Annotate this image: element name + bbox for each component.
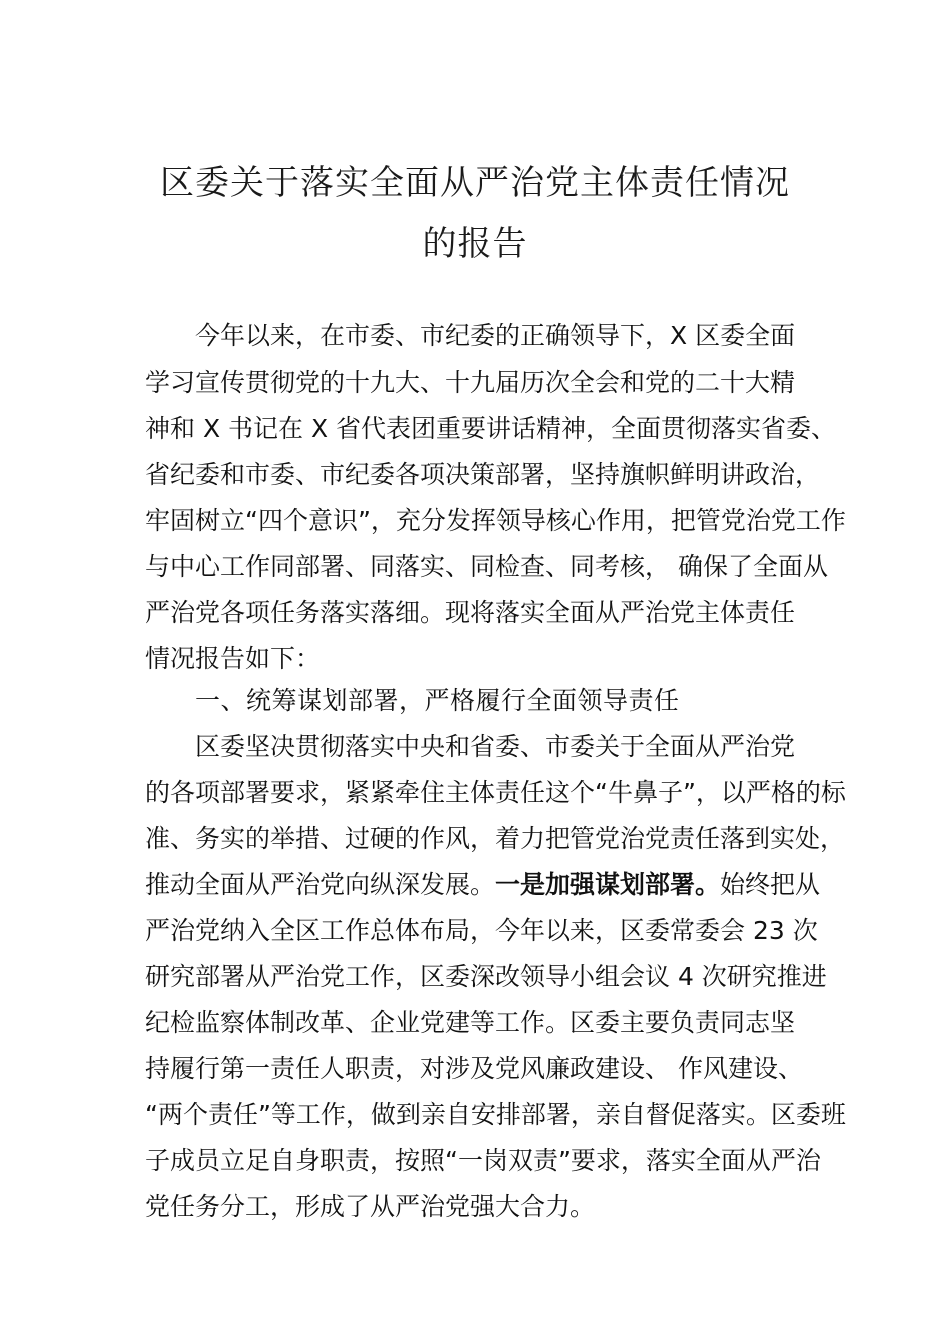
paragraph-line: 的各项部署要求，紧紧牵住主体责任这个“牛鼻子”，以严格的标 bbox=[145, 778, 846, 807]
document-title-line-1: 区委关于落实全面从严治党主体责任情况 bbox=[160, 163, 790, 203]
paragraph-text: 推动全面从严治党向纵深发展。 bbox=[145, 870, 496, 899]
bold-subheading: 一是加强谋划部署。 bbox=[495, 870, 721, 899]
document-title-line-2: 的报告 bbox=[422, 224, 528, 264]
paragraph-line: 准、务实的举措、过硬的作风，着力把管党治党责任落到实处， bbox=[145, 824, 846, 853]
paragraph-line: 情况报告如下： bbox=[145, 644, 321, 673]
section-heading-1: 一、统筹谋划部署，严格履行全面领导责任 bbox=[195, 686, 680, 715]
paragraph-line: 区委坚决贯彻落实中央和省委、市委关于全面从严治党 bbox=[195, 732, 796, 761]
paragraph-line: 严治党各项任务落实落细。现将落实全面从严治党主体责任 bbox=[145, 598, 796, 627]
paragraph-line: 子成员立足自身职责，按照“一岗双责”要求，落实全面从严治 bbox=[145, 1146, 821, 1175]
paragraph-line: 与中心工作同部署、同落实、同检查、同考核， 确保了全面从 bbox=[145, 552, 828, 581]
paragraph-line: 今年以来，在市委、市纪委的正确领导下，X 区委全面 bbox=[195, 321, 796, 350]
paragraph-line: 严治党纳入全区工作总体布局，今年以来，区委常委会 23 次 bbox=[145, 916, 818, 945]
paragraph-line: 党任务分工，形成了从严治党强大合力。 bbox=[145, 1192, 596, 1221]
paragraph-line: 神和 X 书记在 X 省代表团重要讲话精神，全面贯彻落实省委、 bbox=[145, 414, 837, 443]
paragraph-text: 始终把从 bbox=[720, 870, 821, 899]
paragraph-line: 研究部署从严治党工作，区委深改领导小组会议 4 次研究推进 bbox=[145, 962, 827, 991]
paragraph-line: “两个责任”等工作，做到亲自安排部署，亲自督促落实。区委班 bbox=[145, 1100, 846, 1129]
paragraph-line: 省纪委和市委、市纪委各项决策部署，坚持旗帜鲜明讲政治， bbox=[145, 460, 821, 489]
paragraph-line bbox=[145, 862, 845, 908]
paragraph-line: 学习宣传贯彻党的十九大、十九届历次全会和党的二十大精 bbox=[145, 368, 796, 397]
paragraph-line: 牢固树立“四个意识”，充分发挥领导核心作用，把管党治党工作 bbox=[145, 506, 846, 535]
paragraph-line: 持履行第一责任人职责，对涉及党风廉政建设、 作风建设、 bbox=[145, 1054, 803, 1083]
paragraph-line: 纪检监察体制改革、企业党建等工作。区委主要负责同志坚 bbox=[145, 1008, 796, 1037]
